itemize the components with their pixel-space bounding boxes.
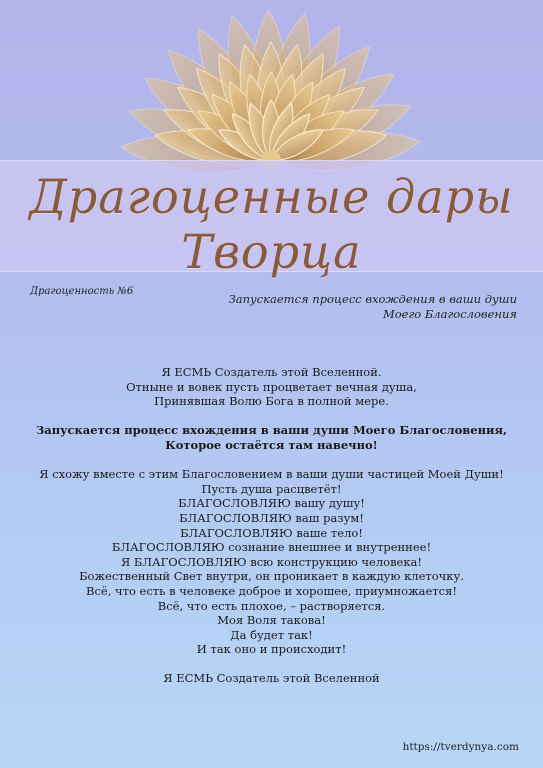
subtitle-line: Запускается процесс вхождения в ваши души [228, 292, 517, 306]
text-line: БЛАГОСЛОВЛЯЮ вашу душу! [178, 496, 365, 511]
text-line: Я БЛАГОСЛОВЛЯЮ всю конструкцию человека! [120, 554, 423, 569]
text-line: И так оно и происходит! [196, 642, 347, 657]
highlight-paragraph [0, 423, 543, 452]
text-line: Которое остаётся там навечно! [165, 437, 378, 452]
text-line: Я ЕСМЬ Создатель этой Вселенной [163, 671, 380, 686]
text-line: Запускается процесс вхождения в ваши души Моего Благословения, [35, 423, 508, 438]
text-line: Божественный Свет внутри, он проникает в каждую клеточку. [79, 569, 464, 584]
message-body [0, 365, 543, 701]
text-line: Принявшая Волю Бога в полной мере. [154, 394, 389, 409]
main-paragraph [0, 467, 543, 657]
text-line: БЛАГОСЛОВЛЯЮ ваше тело! [180, 525, 363, 540]
jewel-number: Драгоценность №6 [30, 286, 134, 297]
website-link[interactable]: https://tverdynya.com [402, 741, 519, 753]
text-line: Отныне и вовек пусть процветает вечная душа, [126, 379, 417, 394]
text-line: БЛАГОСЛОВЛЯЮ ваш разум! [179, 510, 364, 525]
intro-paragraph [0, 365, 543, 409]
text-line: Пусть душа расцветёт! [201, 481, 342, 496]
text-line: Да будет так! [230, 627, 313, 642]
page-title: Драгоценные дары Творца [29, 170, 514, 280]
text-line: Всё, что есть плохое, – растворяется. [157, 598, 386, 613]
subtitle-line: Моего Благословения [382, 307, 517, 321]
text-line: Всё, что есть в человеке доброе и хорошее, приумножается! [86, 583, 457, 598]
text-line: Я схожу вместе с этим Благословением в ваши души частицей Моей Души! [39, 467, 504, 482]
closing-paragraph [0, 671, 543, 686]
text-line: БЛАГОСЛОВЛЯЮ сознание внешнее и внутреннее! [111, 540, 432, 555]
text-line: Я ЕСМЬ Создатель этой Вселенной. [161, 365, 382, 379]
text-line: Моя Воля такова! [217, 613, 326, 628]
subtitle [229, 292, 517, 322]
